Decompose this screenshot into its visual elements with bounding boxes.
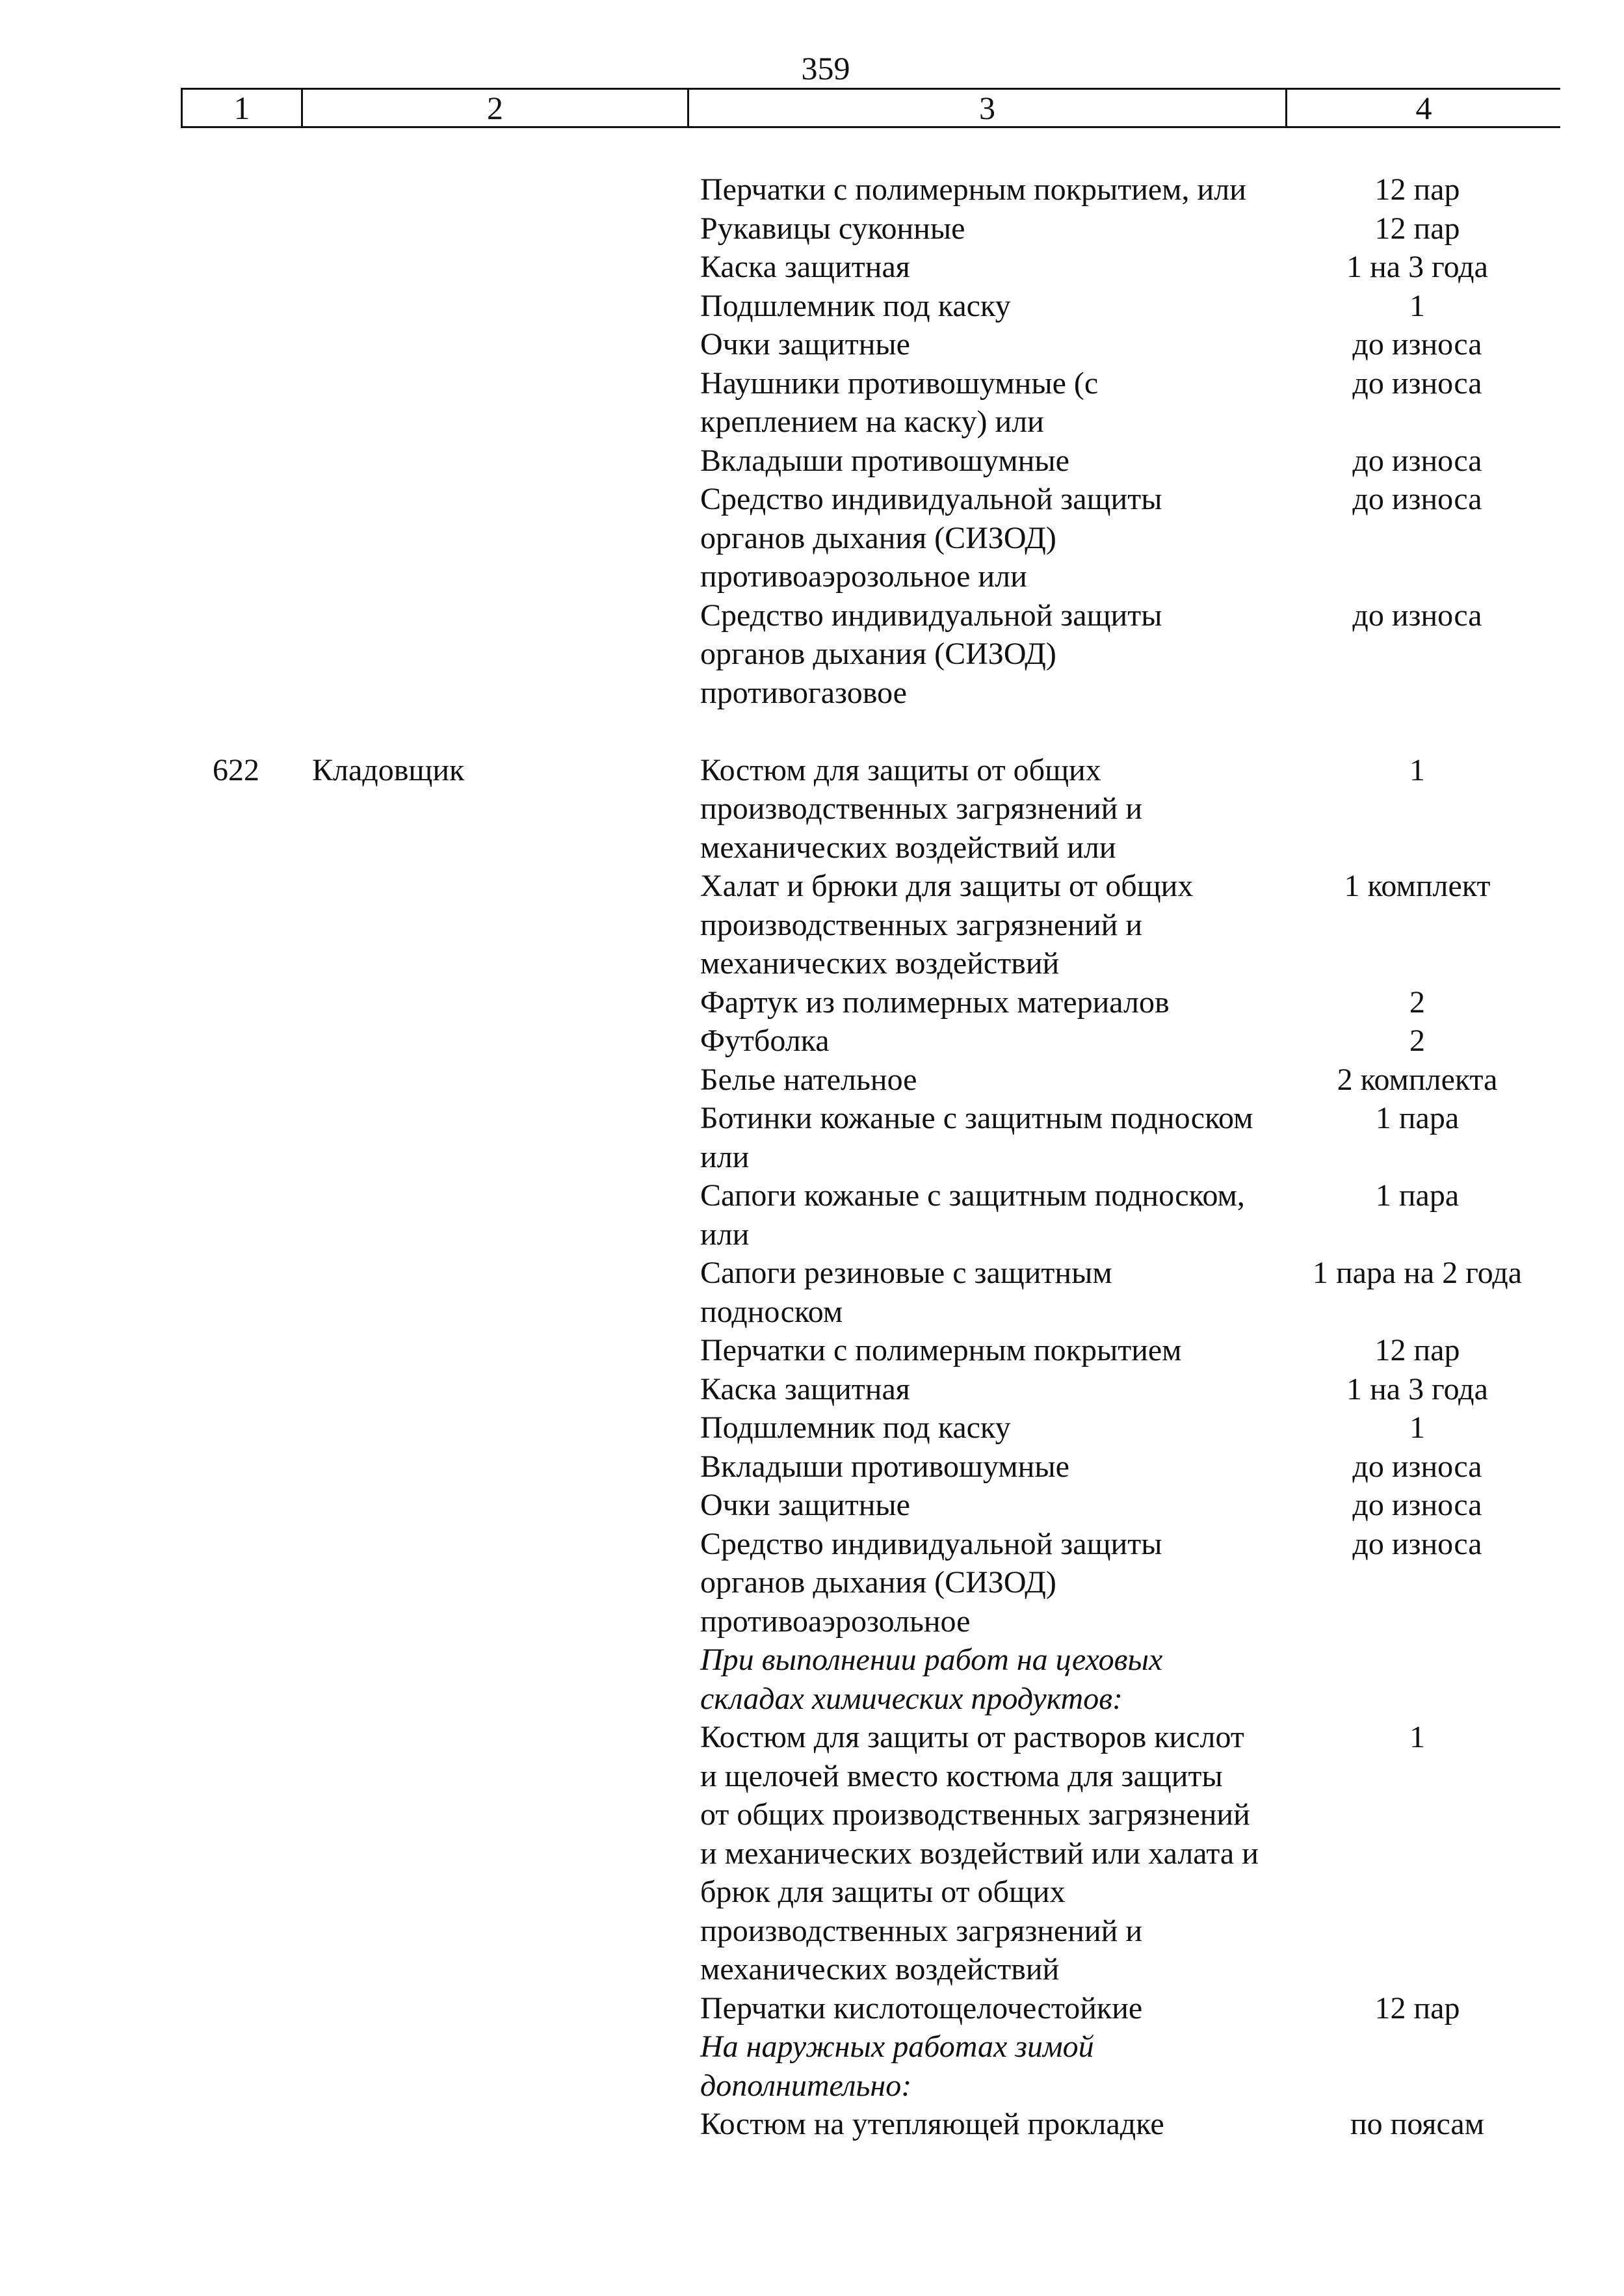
table-row (0, 596, 1624, 713)
issue-norm: по поясам (1350, 2107, 1485, 2141)
profession-name: Кладовщик (312, 752, 465, 787)
issue-norm: 2 комплекта (1337, 1062, 1498, 1097)
issue-norm: до износа (1352, 1488, 1482, 1522)
profession-group (0, 751, 1624, 2144)
table-row (0, 287, 1624, 326)
issue-norm: 2 (1409, 1023, 1425, 1058)
table-row (0, 480, 1624, 596)
table-row (0, 442, 1624, 481)
table-row (0, 1370, 1624, 1409)
table-row (0, 170, 1624, 209)
ppe-item: Средство индивидуальной защиты органов дыхания (СИЗОД) противоаэрозольное или (700, 482, 1162, 594)
issue-norm: 1 на 3 года (1346, 250, 1488, 284)
row-number: 622 (213, 752, 259, 787)
page-number: 359 (801, 50, 850, 86)
ppe-item: Перчатки кислотощелочестойкие (700, 1990, 1143, 2025)
table-row (0, 1486, 1624, 1525)
ppe-item: Перчатки с полимерным покрытием (700, 1333, 1182, 1367)
table-row (0, 1061, 1624, 1100)
issue-norm: 1 (1409, 1720, 1425, 1754)
table-row (0, 1989, 1624, 2028)
ppe-item: Сапоги кожаные с защитным подноском, или (700, 1178, 1245, 1252)
table-row (0, 1331, 1624, 1370)
column-header-row (181, 88, 1560, 128)
ppe-item: Костюм на утепляющей прокладке (700, 2107, 1164, 2141)
issue-norm: 1 пара (1375, 1178, 1460, 1213)
ppe-item: Каска защитная (700, 250, 910, 284)
issue-norm: до износа (1352, 443, 1482, 478)
ppe-item: Ботинки кожаные с защитным подноском или (700, 1101, 1253, 1174)
table-body (0, 170, 1624, 2144)
issue-norm: 1 пара на 2 года (1312, 1256, 1523, 1290)
table-row (0, 325, 1624, 364)
issue-norm: до износа (1352, 1449, 1482, 1484)
issue-norm: 12 пар (1374, 211, 1460, 246)
ppe-item: Футболка (700, 1023, 830, 1058)
issue-norm: до износа (1352, 327, 1482, 362)
issue-norm: 1 пара (1375, 1101, 1460, 1135)
issue-norm: 1 комплект (1344, 869, 1491, 903)
table-row (0, 2105, 1624, 2144)
ppe-item: Очки защитные (700, 1488, 910, 1522)
issue-norm: 1 на 3 года (1346, 1371, 1488, 1406)
issue-norm: 2 (1409, 984, 1425, 1020)
issue-norm: 1 (1409, 1410, 1425, 1445)
column-header-4: 4 (1285, 90, 1560, 126)
ppe-item: Костюм для защиты от растворов кислот и щелочей вместо костюма для защиты от общих производственных загрязнений и механических воздействий или халата и брюк для защиты от общих производственных загрязнений и механических воздействий (700, 1720, 1259, 1986)
ppe-item: Средство индивидуальной защиты органов дыхания (СИЗОД) противогазовое (700, 598, 1162, 710)
column-header-2: 2 (301, 90, 687, 126)
issue-norm: до износа (1352, 1526, 1482, 1561)
ppe-item: Средство индивидуальной защиты органов дыхания (СИЗОД) противоаэрозольное (700, 1526, 1162, 1639)
table-row (0, 1447, 1624, 1486)
ppe-item: Сапоги резиновые с защитным подноском (700, 1256, 1112, 1329)
table-row (0, 1718, 1624, 1989)
column-header-3: 3 (687, 90, 1285, 126)
ppe-item: Фартук из полимерных материалов (700, 984, 1170, 1020)
condition-note: На наружных работах зимой дополнительно: (700, 2029, 1094, 2103)
table-row (0, 209, 1624, 248)
table-row (0, 1408, 1624, 1447)
issue-norm: 12 пар (1374, 172, 1460, 207)
ppe-item: Халат и брюки для защиты от общих производственных загрязнений и механических воздействий (700, 869, 1194, 981)
issue-norm: 12 пар (1374, 1990, 1460, 2025)
ppe-item: Подшлемник под каску (700, 1410, 1011, 1445)
issue-norm: до износа (1352, 365, 1482, 401)
table-row (0, 751, 1624, 867)
profession-group (0, 170, 1624, 712)
table-row (0, 364, 1624, 442)
table-row (0, 1176, 1624, 1254)
issue-norm: 12 пар (1374, 1333, 1460, 1367)
ppe-item: Рукавицы суконные (700, 211, 965, 246)
table-row (0, 867, 1624, 983)
ppe-item: Очки защитные (700, 327, 910, 362)
condition-note: При выполнении работ на цеховых складах химических продуктов: (700, 1643, 1163, 1716)
ppe-item: Вкладыши противошумные (700, 1449, 1069, 1484)
ppe-item: Каска защитная (700, 1371, 910, 1406)
ppe-item: Костюм для защиты от общих производственных загрязнений и механических воздействий или (700, 752, 1143, 865)
table-row (0, 983, 1624, 1022)
issue-norm: до износа (1352, 482, 1482, 516)
ppe-item: Вкладыши противошумные (700, 443, 1069, 478)
issue-norm: 1 (1409, 752, 1425, 787)
table-row (0, 1525, 1624, 1641)
table-row (0, 1099, 1624, 1176)
table-row (0, 248, 1624, 287)
issue-norm: до износа (1352, 598, 1482, 633)
ppe-item: Наушники противошумные (с креплением на каску) или (700, 365, 1099, 439)
ppe-item: Белье нательное (700, 1062, 917, 1097)
column-header-1: 1 (233, 90, 250, 126)
table-row (0, 1254, 1624, 1331)
issue-norm: 1 (1409, 288, 1425, 323)
ppe-item: Перчатки с полимерным покрытием, или (700, 172, 1246, 207)
ppe-item: Подшлемник под каску (700, 288, 1011, 323)
table-row (0, 1022, 1624, 1061)
